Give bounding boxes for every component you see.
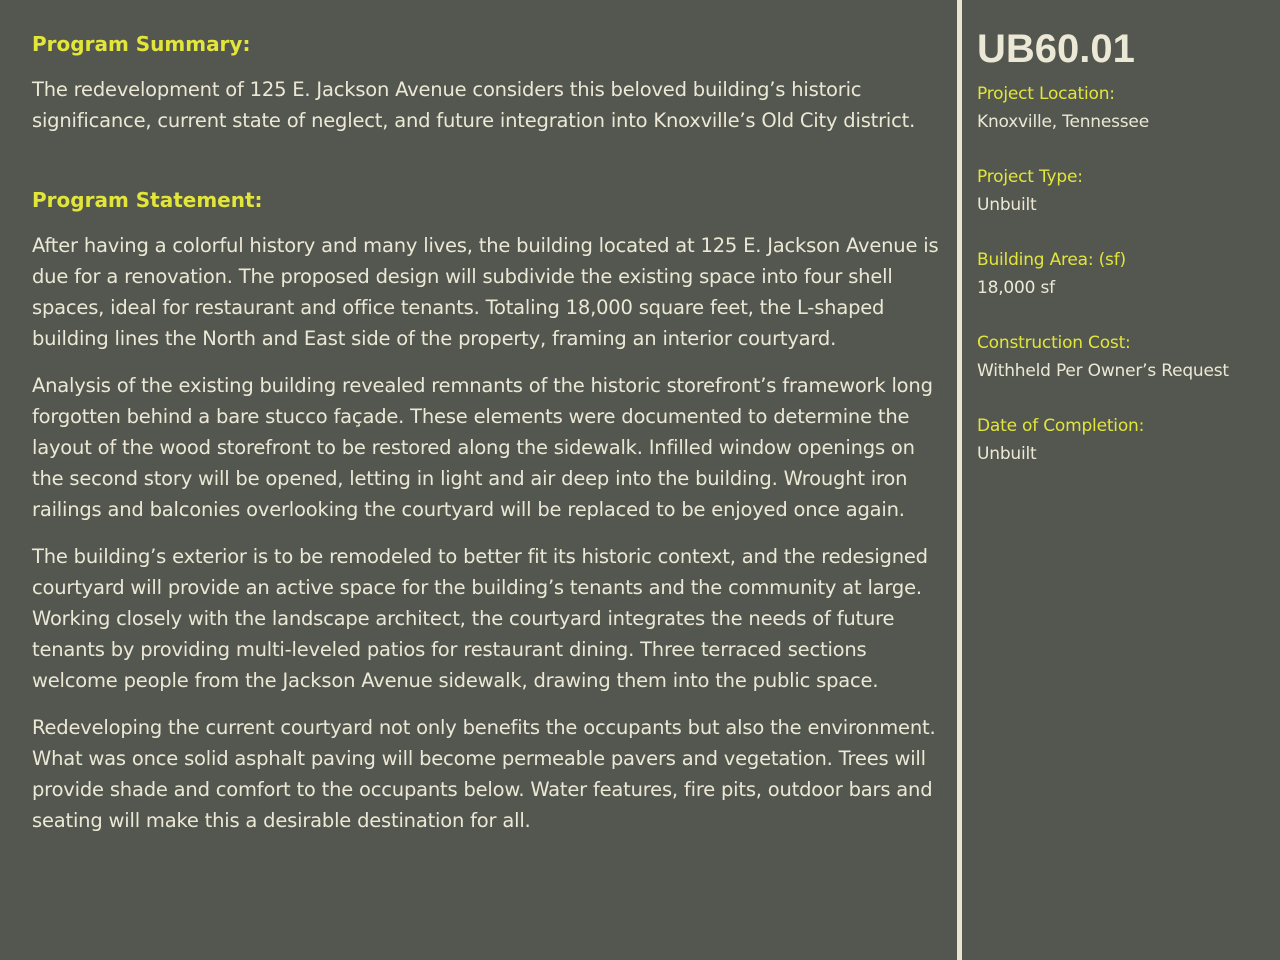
fact-construction-cost — [977, 329, 1267, 385]
fact-building-area — [977, 246, 1267, 302]
fact-date-of-completion — [977, 412, 1267, 468]
program-content — [32, 28, 952, 852]
fact-label: Project Type: — [977, 167, 1083, 187]
statement-paragraph: After having a colorful history and many lives, the building located at 125 E. Jackson Avenue is due for a renovation. The proposed design will subdivide the existing space into four shell spaces, ideal for restaurant and office tenants. Totaling 18,000 square feet, the L-shaped building lines the North and East side of the property, framing an interior courtyard. — [32, 234, 939, 350]
fact-label: Construction Cost: — [977, 333, 1131, 353]
vertical-divider — [957, 0, 962, 960]
fact-value: Unbuilt — [977, 195, 1037, 215]
fact-label: Building Area: (sf) — [977, 250, 1126, 270]
statement-paragraph: Redeveloping the current courtyard not only benefits the occupants but also the environment. What was once solid asphalt paving will become permeable pavers and vegetation. Trees will provide shade and comfort to the occupants below. Water features, fire pits, outdoor bars and seating will make this a desirable destination for all. — [32, 716, 936, 832]
fact-project-type — [977, 163, 1267, 219]
fact-value: Unbuilt — [977, 444, 1037, 464]
program-summary-text: The redevelopment of 125 E. Jackson Avenue considers this beloved building’s historic significance, current state of neglect, and future integration into Knoxville’s Old City district. — [32, 78, 916, 132]
fact-value: Knoxville, Tennessee — [977, 112, 1149, 132]
statement-paragraph: Analysis of the existing building revealed remnants of the historic storefront’s framework long forgotten behind a bare stucco façade. These elements were documented to determine the layout of the wood storefront to be restored along the sidewalk. Infilled window openings on the second story will be opened, letting in light and air deep into the building. Wrought iron railings and balconies overlooking the courtyard will be replaced to be enjoyed once again. — [32, 374, 933, 521]
program-summary-heading: Program Summary: — [32, 32, 251, 56]
fact-label: Project Location: — [977, 84, 1115, 104]
project-info-sidebar — [977, 24, 1267, 495]
fact-label: Date of Completion: — [977, 416, 1145, 436]
fact-project-location — [977, 80, 1267, 136]
program-statement-heading: Program Statement: — [32, 188, 263, 212]
fact-value: 18,000 sf — [977, 278, 1055, 298]
fact-value: Withheld Per Owner’s Request — [977, 361, 1229, 381]
statement-paragraph: The building’s exterior is to be remodeled to better fit its historic context, and the redesigned courtyard will provide an active space for the building’s tenants and the community at large. Working closely with the landscape architect, the courtyard integrates the needs of future tenants by providing multi-leveled patios for restaurant dining. Three terraced sections welcome people from the Jackson Avenue sidewalk, drawing them into the public space. — [32, 545, 928, 692]
project-code: UB60.01 — [977, 27, 1135, 71]
